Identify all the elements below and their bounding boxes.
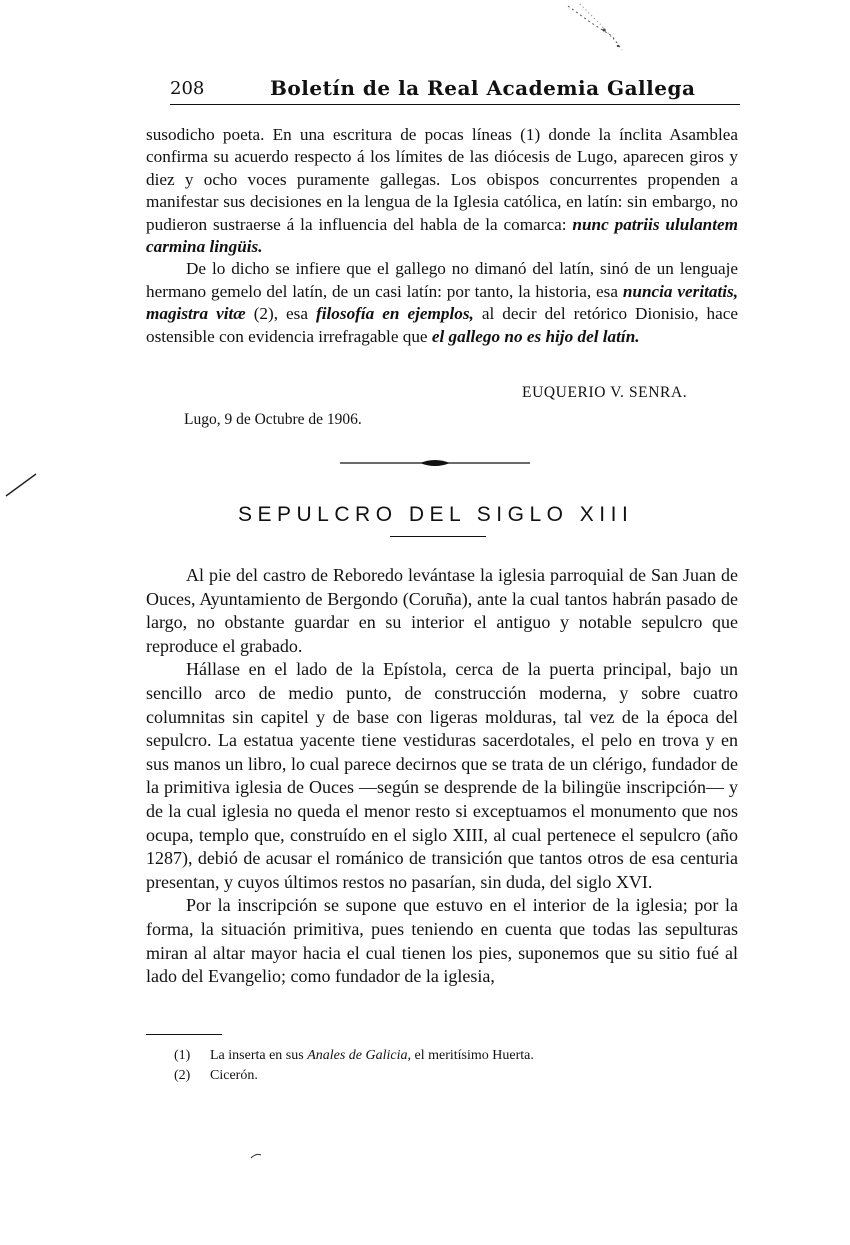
article-body — [146, 564, 738, 989]
footnote-rule — [146, 1034, 222, 1035]
author-signature: EUQUERIO V. SENRA. — [522, 384, 688, 401]
ornamental-divider — [340, 457, 530, 469]
scan-smudge — [560, 2, 630, 54]
footnotes — [174, 1046, 694, 1086]
paragraph: De lo dicho se infiere que el gallego no dimanó del latín, sinó de un lenguaje hermano gemelo del latín, de un casi latín: por tanto, la historia, esa nuncia veritatis, magistra vitæ (2), esa filosofía en ejemplos, al decir del retórico Dionisio, hace ostensible con evidencia irrefragable que el gallego no es hijo del latín. — [146, 259, 739, 346]
paragraph: Al pie del castro de Reboredo levántase la iglesia parroquial de San Juan de Ouces, Ayuntamiento de Bergondo (Coruña), ante la cual tantos habrán pasado de largo, no obstante guardar en su interior el antiguo y notable sepulcro que reproduce el grabado. — [146, 565, 738, 656]
page-number: 208 — [170, 78, 205, 99]
title-rule — [390, 536, 486, 537]
section-title: SEPULCRO DEL SIGLO XIII — [238, 503, 634, 526]
paragraph: Hállase en el lado de la Epístola, cerca de la puerta principal, bajo un sencillo arco de medio punto, de construcción moderna, y sobre cuatro columnitas sin capitel y de base con ligeras molduras, tal vez de la época del sepulcro. La estatua yacente tiene vestiduras sacerdotales, el pelo en trova y en sus manos un libro, lo cual parece decirnos que se trata de un clérigo, fundador de la primitiva iglesia de Ouces —según se desprende de la bilingüe inscripción— y de la cual iglesia no queda el menor resto si exceptuamos el monumento que nos ocupa, templo que, construído en el siglo XIII, al cual pertenece el sepulcro (año 1287), debió de acusar el románico de transición que tantos otros de esa centuria presentan, y cuyos últimos restos no pasarían, sin duda, del siglo XVI. — [146, 659, 738, 892]
margin-pen-mark — [4, 470, 38, 498]
footnote: (2) Cicerón. — [174, 1068, 258, 1083]
place-date: Lugo, 9 de Octubre de 1906. — [184, 411, 362, 428]
paragraph: susodicho poeta. En una escritura de pocas líneas (1) donde la ínclita Asamblea confirma su acuerdo respecto á los límites de las diócesis de Lugo, aparecen giros y diez y ocho voces puramente gallegas. Los obispos concurrentes propenden a manifestar sus decisiones en la lengua de la Iglesia católica, en latín: sin embargo, no pudieron sustraerse á la influencia del habla de la comarca: nunc patriis ululantem carmina lingüis. — [146, 125, 739, 257]
running-title: Boletín de la Real Academia Gallega — [270, 76, 696, 100]
running-header — [170, 74, 740, 105]
footnote: (1) La inserta en sus Anales de Galicia, el meritísimo Huerta. — [174, 1048, 534, 1063]
continued-article — [146, 124, 738, 348]
stray-mark — [250, 1152, 262, 1160]
paragraph: Por la inscripción se supone que estuvo en el interior de la iglesia; por la forma, la situación primitiva, pues teniendo en cuenta que todas las sepulturas miran al altar mayor hacia el cual tienen los pies, suponemos que su sitio fué al lado del Evangelio; como fundador de la iglesia, — [146, 895, 738, 987]
